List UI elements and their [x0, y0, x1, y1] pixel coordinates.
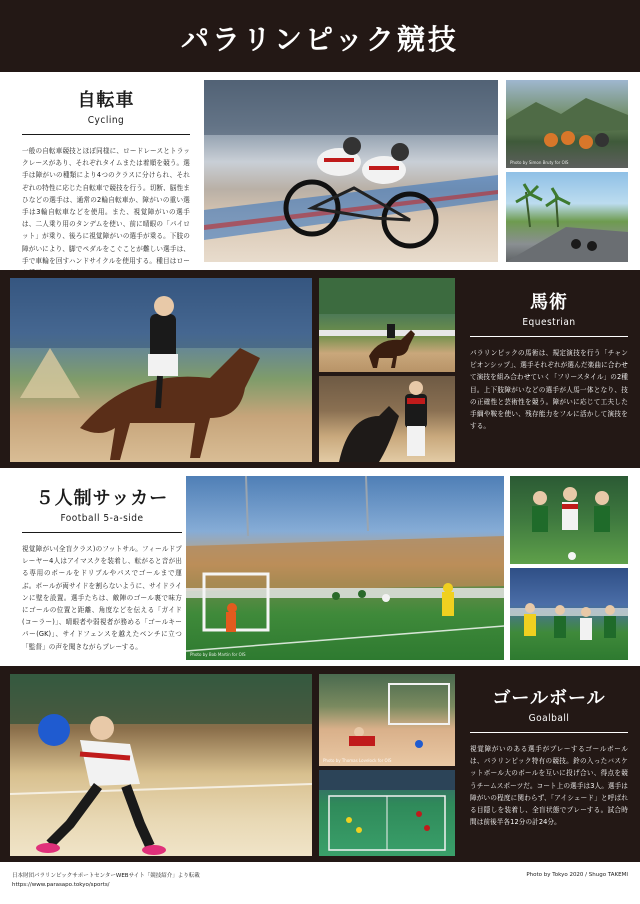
section-equestrian: [0, 270, 640, 468]
sport-title-en: Equestrian: [522, 317, 576, 328]
photo-credit: Photo by Bob Martin for OIS: [190, 652, 246, 657]
footer-photo-credit: Photo by Tokyo 2020 / Shugo TAKEMI: [526, 872, 628, 878]
footer-source-text: 日本財団パラリンピックサポートセンターWEBサイト「競技紹介」より転載: [12, 873, 200, 879]
section-football: [0, 468, 640, 666]
sport-description: 視覚障がい(全盲クラス)のフットサル。フィールドプレーヤー4人はアイマスクを装着し、転がると音が出る専用のボールをドリブルやパスでゴールまで運ぶ。ボールが両サイドを割らないように、サイドラインに壁を設置。選手たちは、敵陣のゴール裏で味方にゴールの位置と距離、角度などを伝える「ガイド(コーラー)」、晴眼者や弱視者が務める「ゴールキーパー(GK)」、サイドフェンスを越えたベンチに立つ「監督」の声を聞きながらプレーする。: [22, 545, 182, 651]
sport-title-en: Goalball: [528, 713, 570, 724]
equestrian-arena-photo: [319, 278, 455, 372]
goalball-main-photo: [10, 674, 312, 856]
photo-credit: Photo by Simon Bruty for OIS: [510, 160, 569, 165]
cycling-text: [22, 86, 190, 279]
title-band: [0, 0, 640, 72]
divider: [22, 134, 190, 135]
goalball-text: [470, 684, 628, 828]
cycling-track-photo: [204, 80, 498, 262]
sport-description: パラリンピックの馬術は、規定演技を行う「チャンピオンシップ」、選手それぞれが選んだ楽曲に合わせて演技を組み合わせていく「フリースタイル」の2種目。上下肢障がいなどの選手が人馬一体となり、技の正確性と芸術性を競う。障がいに応じて工夫した手綱や鞍を使い、残存能力をフルに活かして演技をする。: [470, 349, 628, 431]
divider: [470, 732, 628, 733]
football-stadium-photo: [186, 476, 504, 660]
cycling-road-photo-1: [506, 80, 628, 168]
sport-title-jp: ゴールボール: [492, 688, 606, 709]
sport-title-en: Football 5-a-side: [60, 513, 144, 524]
football-players-photo-2: [510, 568, 628, 660]
sport-description: 視覚障がいのある選手がプレーするゴールボールは、パラリンピック特有の競技。鈴の入ったバスケットボール大のボールを互いに投げ合い、得点を競うチームスポーツだ。コート上の選手は3人。選手は障がいの程度に関わらず、「アイシェード」と呼ばれる目隠しを装着し、全盲状態でプレーする。試合時間は前後半各12分の計24分。: [470, 745, 628, 827]
divider: [22, 532, 182, 533]
section-goalball: [0, 666, 640, 862]
sport-description: 一般の自転車競技とほぼ同様に、ロードレースとトラックレースがあり、それぞれタイムまたは着順を競う。選手は障がいの種類により4つのクラスに分けられ、それぞれの特性に応じた自転車で競技を行う。切断、脳性まひなどの選手は、通常の2輪自転車か、障がいの重い選手は3輪自転車などを使用。また、視覚障がいの選手は、二人乗り用のタンデムを使い、前に晴眼の「パイロット」が乗り、後ろに視覚障がいの選手が乗る。下肢の障がいにより、脚でペダルをこぐことが難しい選手は、手で車輪を回すハンドサイクルを使用する。種目はロー: [22, 147, 190, 265]
equestrian-main-photo: [10, 278, 312, 462]
sport-title-jp: 自転車: [77, 90, 135, 111]
football-text: [22, 484, 182, 653]
divider: [470, 336, 628, 337]
page-title: パラリンピック競技: [181, 23, 459, 56]
goalball-court-photo-2: [319, 770, 455, 856]
footer: [0, 862, 640, 904]
sport-title-en: Cycling: [87, 115, 125, 126]
equestrian-text: [470, 288, 628, 432]
football-players-photo-1: [510, 476, 628, 564]
equestrian-rider-photo: [319, 376, 455, 462]
cycling-road-photo-2: [506, 172, 628, 262]
sport-title-jp: ５人制サッカー: [35, 488, 169, 509]
photo-credit: Photo by Thomas Lovelock for OIS: [323, 758, 392, 763]
footer-url-link[interactable]: https://www.parasapo.tokyo/sports/: [12, 881, 110, 888]
footer-source: [12, 872, 200, 890]
section-cycling: [0, 72, 640, 270]
goalball-court-photo-1: [319, 674, 455, 766]
sport-title-jp: 馬術: [530, 292, 568, 313]
